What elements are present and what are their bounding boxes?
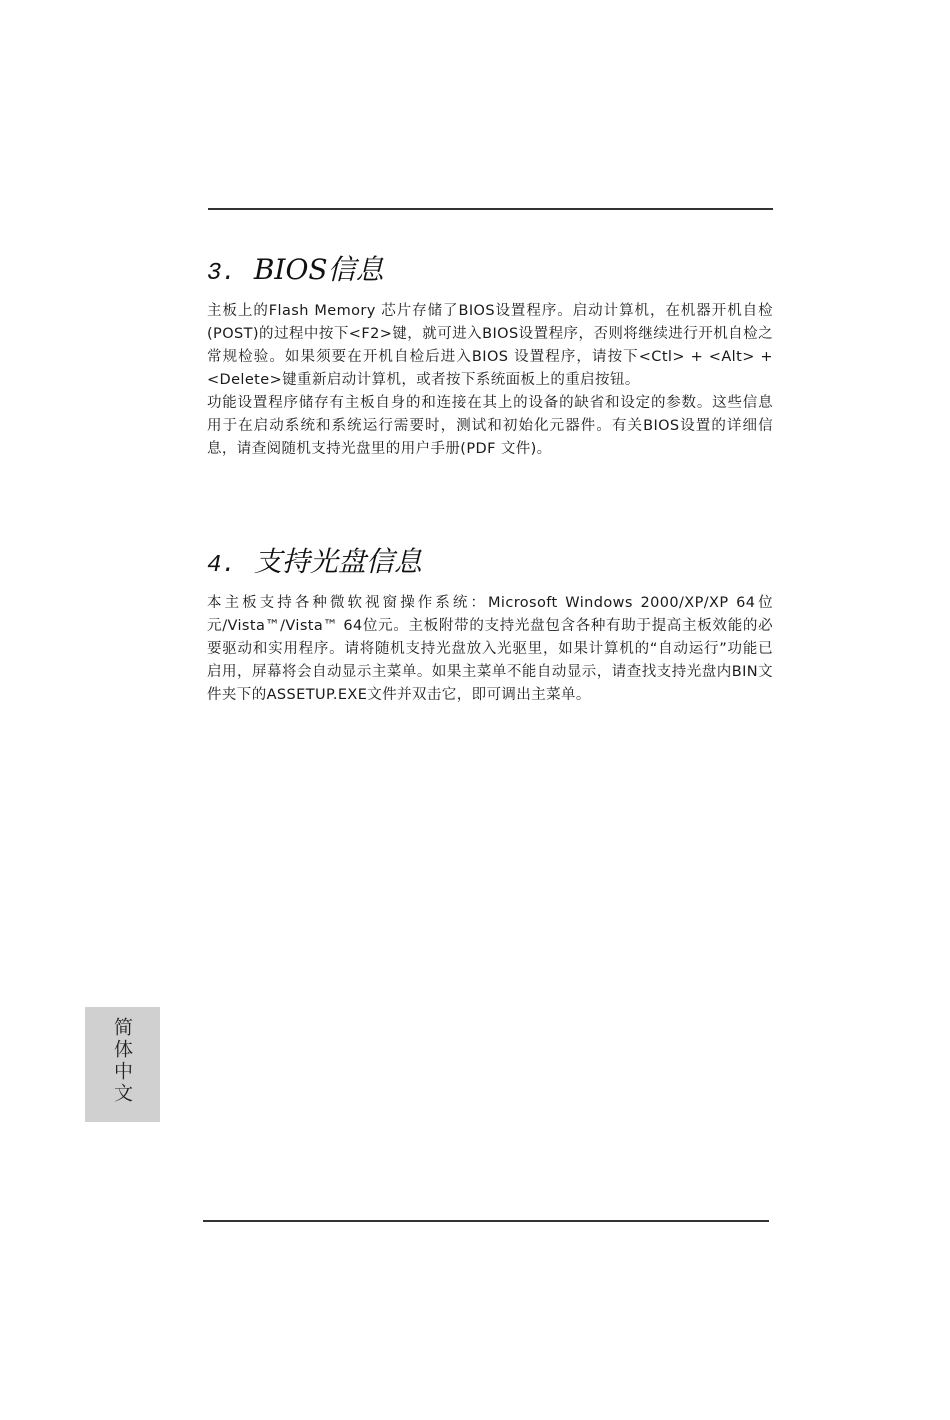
top-divider (208, 208, 773, 210)
language-tab-label: 简体中文 (111, 1017, 133, 1105)
bottom-divider (203, 1220, 769, 1222)
section-number: 3. (207, 260, 236, 287)
section-title: 支持光盘信息 (253, 545, 422, 578)
section-bios-info (207, 250, 773, 461)
body-paragraph: 本主板支持各种微软视窗操作系统：Microsoft Windows 2000/XP/XP 64位元/Vista™/Vista™ 64位元。主板附带的支持光盘包含各种有助于提高主板效能的必要驱动和实用程序。请将随机支持光盘放入光驱里，如果计算机的“自动运行”功能已启用，屏幕将会自动显示主菜单。如果主菜单不能自动显示，请查找支持光盘内BIN文件夹下的ASSETUP.EXE文件并双击它，即可调出主菜单。 (207, 595, 773, 703)
section-support-cd-info (207, 542, 773, 707)
section-heading (207, 542, 773, 586)
section-heading (207, 250, 773, 294)
body-paragraph: 功能设置程序储存有主板自身的和连接在其上的设备的缺省和设定的参数。这些信息用于在启动系统和系统运行需要时，测试和初始化元器件。有关BIOS设置的详细信息，请查阅随机支持光盘里的用户手册(PDF 文件)。 (207, 395, 773, 457)
language-tab (85, 1007, 160, 1122)
body-paragraph: 主板上的Flash Memory 芯片存储了BIOS设置程序。启动计算机，在机器开机自检(POST)的过程中按下<F2>键，就可进入BIOS设置程序，否则将继续进行开机自检之常规检验。如果须要在开机自检后进入BIOS 设置程序，请按下<Ctl> + <Alt> + <Delete>键重新启动计算机，或者按下系统面板上的重启按钮。 (207, 303, 773, 388)
section-title: BIOS信息 (253, 253, 384, 286)
section-number: 4. (207, 552, 236, 579)
